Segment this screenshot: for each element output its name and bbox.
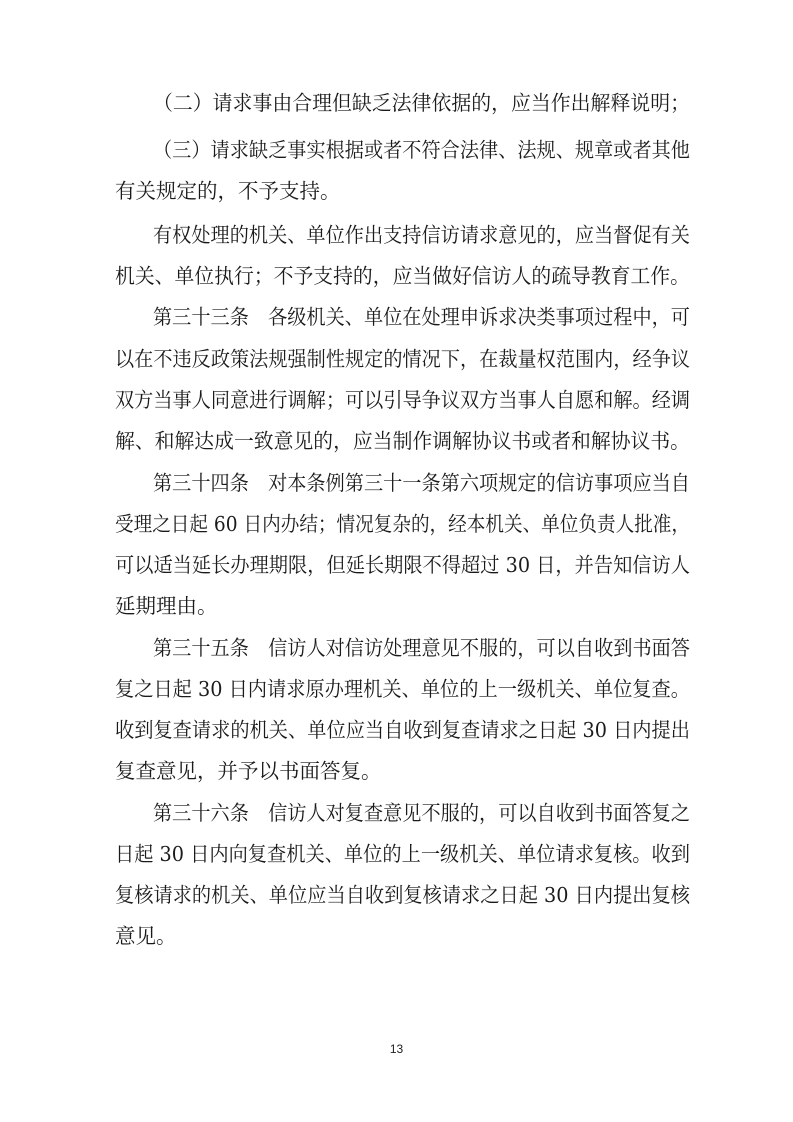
text-line: 复之日起 30 日内请求原办理机关、单位的上一级机关、单位复查。 bbox=[115, 677, 690, 701]
text-line: 日起 30 日内向复查机关、单位的上一级机关、单位请求复核。收到 bbox=[115, 842, 690, 866]
text-line: 机关、单位执行；不予支持的，应当做好信访人的疏导教育工作。 bbox=[115, 264, 691, 288]
text-line: 第三十三条 各级机关、单位在处理申诉求决类事项过程中，可 bbox=[153, 305, 690, 329]
text-line: 可以适当延长办理期限，但延长期限不得超过 30 日，并告知信访人 bbox=[115, 553, 690, 577]
text-line: 以在不违反政策法规强制性规定的情况下，在裁量权范围内，经争议 bbox=[115, 347, 691, 371]
page-number: 13 bbox=[389, 1042, 404, 1056]
text-line: 解、和解达成一致意见的，应当制作调解协议书或者和解协议书。 bbox=[115, 429, 691, 453]
text-line: 第三十六条 信访人对复查意见不服的，可以自收到书面答复之 bbox=[153, 801, 690, 825]
text-line: （二）请求事由合理但缺乏法律依据的，应当作出解释说明； bbox=[153, 91, 691, 115]
text-line: 第三十五条 信访人对信访处理意见不服的，可以自收到书面答 bbox=[153, 636, 690, 660]
text-line: 收到复查请求的机关、单位应当自收到复查请求之日起 30 日内提出 bbox=[115, 718, 690, 742]
text-line: 第三十四条 对本条例第三十一条第六项规定的信访事项应当自 bbox=[153, 471, 690, 495]
text-line: 复核请求的机关、单位应当自收到复核请求之日起 30 日内提出复核 bbox=[115, 883, 690, 907]
text-line: 意见。 bbox=[115, 924, 177, 948]
text-line: 复查意见，并予以书面答复。 bbox=[115, 759, 382, 783]
text-line: 有权处理的机关、单位作出支持信访请求意见的，应当督促有关 bbox=[153, 223, 690, 247]
text-line: （三）请求缺乏事实根据或者不符合法律、法规、规章或者其他 bbox=[153, 138, 690, 162]
text-line: 受理之日起 60 日内办结；情况复杂的，经本机关、单位负责人批准， bbox=[115, 512, 691, 536]
text-line: 延期理由。 bbox=[115, 594, 218, 618]
text-line: 有关规定的，不予支持。 bbox=[115, 179, 341, 203]
text-line: 双方当事人同意进行调解；可以引导争议双方当事人自愿和解。经调 bbox=[115, 388, 691, 412]
